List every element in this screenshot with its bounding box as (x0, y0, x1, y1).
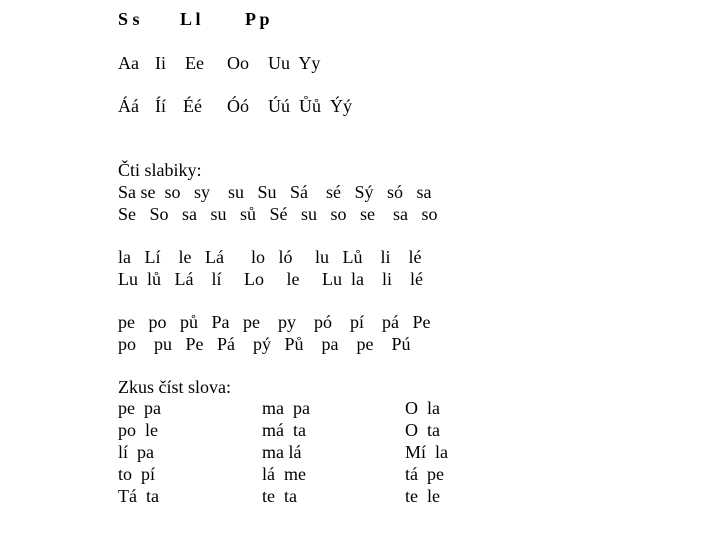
letter-l: L l (180, 9, 201, 29)
syllable-line: la Lí le Lá lo ló lu Lů li lé (118, 247, 422, 267)
word-col1-item: Tá ta (118, 486, 159, 506)
vowel-aa: Aa (118, 53, 139, 73)
word-col2-item: lá me (262, 464, 306, 484)
syllable-line: po pu Pe Pá pý Pů pa pe Pú (118, 334, 411, 354)
vowel-oo: Oo (227, 53, 249, 73)
syllable-line: Lu lů Lá lí Lo le Lu la li lé (118, 269, 423, 289)
word-col2-item: ma lá (262, 442, 302, 462)
vowel-ee: Ee (185, 53, 204, 73)
word-col2-item: má ta (262, 420, 306, 440)
vowel-long-ii: Íí (155, 96, 166, 116)
word-col3-item: O ta (405, 420, 440, 440)
word-col2-item: ma pa (262, 398, 310, 418)
word-col3-item: te le (405, 486, 440, 506)
syllable-line: Sa se so sy su Su Sá sé Sý só sa (118, 182, 432, 202)
word-col1-item: to pí (118, 464, 156, 484)
vowel-long-oo: Óó (227, 96, 249, 116)
letter-s: S s (118, 9, 140, 29)
words-heading: Zkus číst slova: (118, 377, 231, 397)
word-col3-item: tá pe (405, 464, 444, 484)
syllable-line: Se So sa su sů Sé su so se sa so (118, 204, 438, 224)
word-col1-item: po le (118, 420, 158, 440)
word-col1-item: lí pa (118, 442, 154, 462)
word-col2-item: te ta (262, 486, 297, 506)
vowel-ii: Ii (155, 53, 166, 73)
word-col3-item: O la (405, 398, 440, 418)
vowel-uu-yy: Uu Yy (268, 53, 321, 73)
syllables-heading: Čti slabiky: (118, 160, 202, 180)
vowel-long-uu-yy: Úú Ůů Ýý (268, 96, 352, 116)
vowel-long-ee: Éé (183, 96, 202, 116)
word-col3-item: Mí la (405, 442, 448, 462)
vowel-long-aa: Áá (118, 96, 139, 116)
letter-p: P p (245, 9, 270, 29)
word-col1-item: pe pa (118, 398, 161, 418)
syllable-line: pe po pů Pa pe py pó pí pá Pe (118, 312, 431, 332)
